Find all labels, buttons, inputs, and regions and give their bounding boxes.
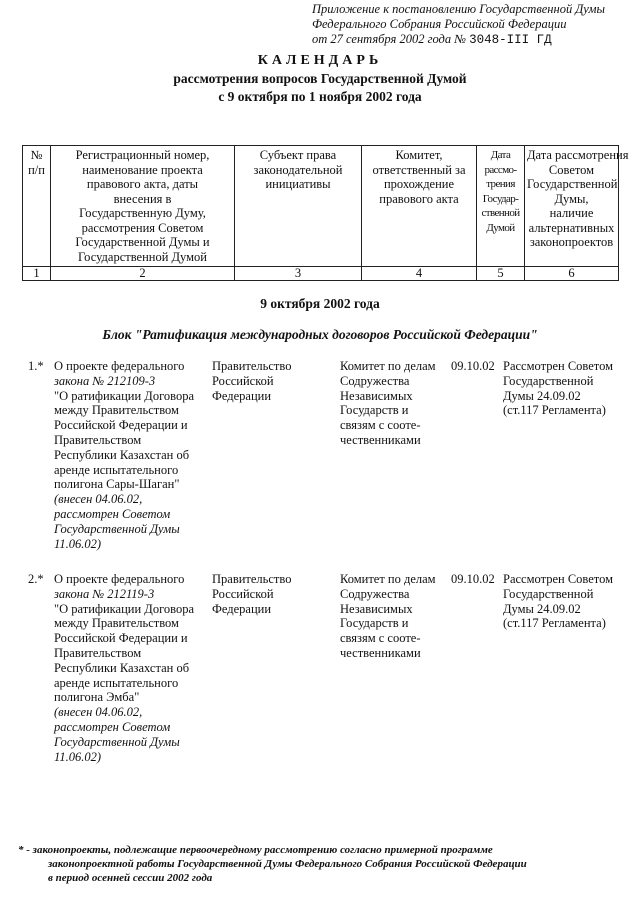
entry-subject: Правительство Российской Федерации [212, 572, 292, 616]
entry-date: 09.10.02 [451, 572, 495, 586]
entry-note: (внесен 04.06.02, [54, 492, 143, 507]
column-index: 1 [23, 267, 51, 281]
column-index: 6 [525, 267, 619, 281]
entry-council: Рассмотрен Советом Государственной Думы 24.09.02 (ст.117 Регламента) [503, 572, 614, 631]
appendix-line: Приложение к постановлению Государственной Думы [312, 2, 605, 16]
appendix-note [312, 2, 632, 48]
title-line: рассмотрения вопросов Государственной Думой [173, 71, 467, 86]
block-title: Блок "Ратификация международных договоров Российской Федерации" [102, 327, 538, 342]
section-date: 9 октября 2002 года [260, 296, 380, 311]
appendix-date: от 27 сентября 2002 года № [312, 32, 467, 46]
calendar-header-table [22, 145, 629, 281]
entry-date: 09.10.02 [451, 359, 495, 373]
footnote-line: законопроектной работы Государственной Думы Федерального Собрания Российской Федерации [48, 858, 527, 870]
footnote-line: в период осенней сессии 2002 года [48, 872, 213, 884]
entry-number: 1.* [28, 359, 44, 373]
column-index: 5 [477, 267, 525, 281]
footnote [18, 843, 628, 885]
entry-name: О проекте федерального закона № 212119-3 "О ратификации Договора между Правительством Российской Федерации и Правительством Республики Казахстан об аренде испытательного полигона Эмба" (внесен 04.06.02, рассмотрен Советом Государственной Думы 11.06.02) [54, 572, 210, 764]
appendix-line [312, 32, 632, 48]
resolution-number: 3048-III ГД [469, 33, 552, 47]
header-col-committee: Комитет, ответственный за прохождение правового акта [362, 146, 477, 267]
entry-note: (внесен 04.06.02, [54, 705, 143, 720]
column-index: 4 [362, 267, 477, 281]
column-index: 3 [235, 267, 362, 281]
entry-name: О проекте федерального закона № 212109-3 "О ратификации Договора между Правительством Российской Федерации и Правительством Республики Казахстан об аренде испытательного полигона Сары-Шаган" (внесен 04.06.02, рассмотрен Советом Государственной Думы 11.06.02) [54, 359, 210, 551]
title-period: с 9 октября по 1 ноября 2002 года [218, 89, 422, 104]
header-col-duma-date: Дата рассмо- трения Государ- ственной Думой [477, 146, 525, 267]
document-title [0, 52, 640, 106]
header-col-subject: Субъект права законодательной инициативы [235, 146, 362, 267]
entry-committee: Комитет по делам Содружества Независимых Государств и связям с сооте- чественниками [340, 572, 436, 660]
column-index: 2 [51, 267, 235, 281]
header-col-number: № п/п [23, 146, 51, 267]
entry-council: Рассмотрен Советом Государственной Думы 24.09.02 (ст.117 Регламента) [503, 359, 614, 418]
appendix-line: Федерального Собрания Российской Федерации [312, 17, 567, 31]
entry-number: 2.* [28, 572, 44, 586]
entry-subject: Правительство Российской Федерации [212, 359, 292, 403]
header-col-council-date: Дата рассмотрения Советом Государственной Думы, наличие альтернативных законопроектов [525, 146, 619, 267]
footnote-line: * - законопроекты, подлежащие первоочередному рассмотрению согласно примерной программе [18, 844, 493, 856]
header-col-registration: Регистрационный номер, наименование проекта правового акта, даты внесения в Государственную Думу, рассмотрения Советом Государственной Думы и Государственной Думой [51, 146, 235, 267]
title-main: КАЛЕНДАРЬ [257, 53, 383, 68]
entry-committee: Комитет по делам Содружества Независимых Государств и связям с сооте- чественниками [340, 359, 436, 447]
